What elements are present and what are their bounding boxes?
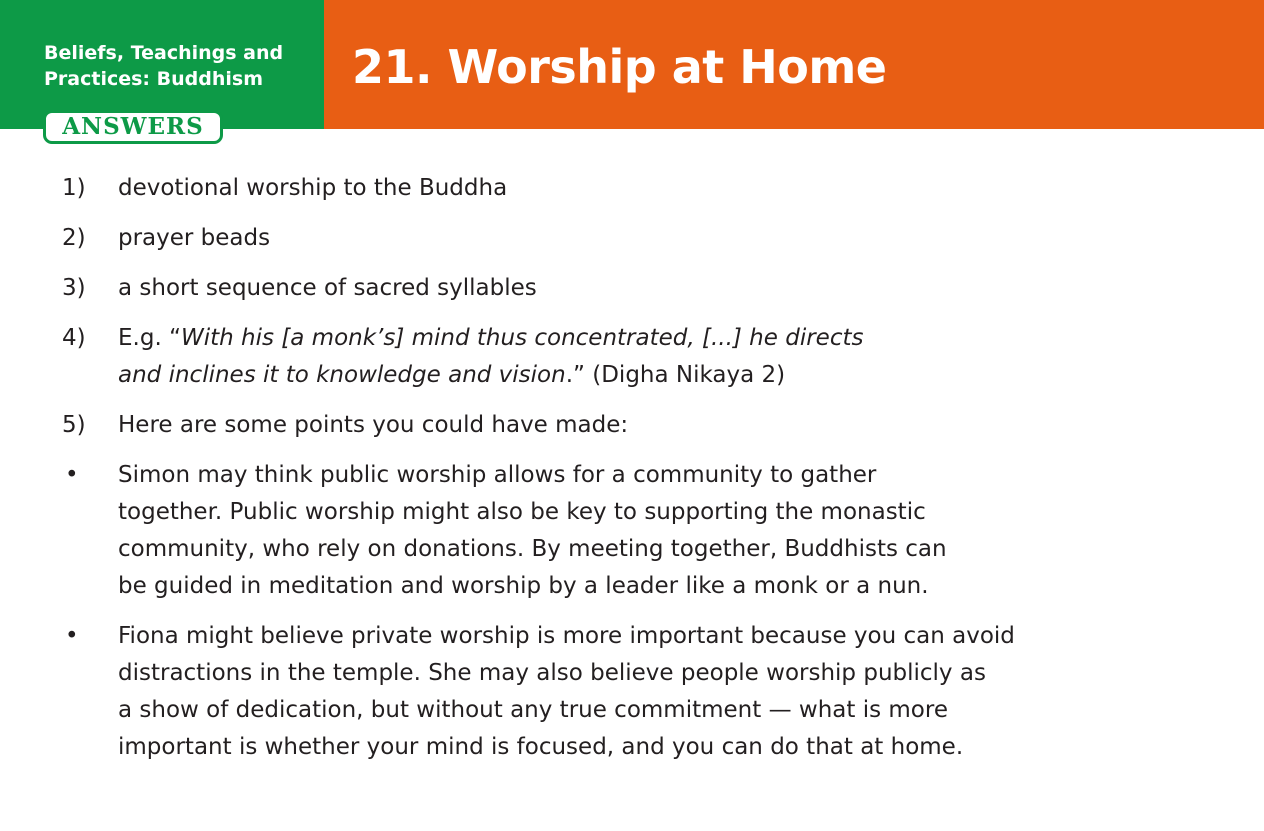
- bullet-line: a show of dedication, but without any true commitment — what is more: [118, 697, 948, 723]
- answer-item: [62, 320, 1122, 394]
- bullet-point: [62, 457, 1122, 605]
- quote-line: [118, 320, 1122, 357]
- answer-number: 2): [62, 225, 86, 251]
- answer-text: prayer beads: [118, 225, 271, 251]
- answer-number: 4): [62, 325, 86, 351]
- bullet-line: Simon may think public worship allows for a community to gather: [118, 462, 877, 488]
- answer-text: devotional worship to the Buddha: [118, 175, 508, 201]
- answers-badge: [43, 110, 223, 144]
- page-title: 21. Worship at Home: [352, 40, 887, 94]
- bullet-line: community, who rely on donations. By meeting together, Buddhists can: [118, 536, 947, 562]
- bullet-point: [62, 618, 1122, 766]
- bullet-line: together. Public worship might also be key to supporting the monastic: [118, 499, 926, 525]
- answer-item: [62, 220, 1122, 257]
- answer-item: [62, 407, 1122, 444]
- bullet-line: distractions in the temple. She may also believe people worship publicly as: [118, 660, 986, 686]
- bullet-line: be guided in meditation and worship by a leader like a monk or a nun.: [118, 573, 929, 599]
- quote-prefix: E.g. “: [118, 325, 181, 351]
- bullet-marker: •: [65, 623, 79, 649]
- answer-number: 1): [62, 175, 86, 201]
- answer-number: 3): [62, 275, 86, 301]
- quote-text: With his [a monk’s] mind thus concentrated, [...] he directs: [180, 325, 864, 351]
- answers-list: [62, 170, 1122, 779]
- answer-number: 5): [62, 412, 86, 438]
- bullet-line: Fiona might believe private worship is more important because you can avoid: [118, 623, 1015, 649]
- answer-item: [62, 170, 1122, 207]
- topic-line-2: Practices: Buddhism: [44, 68, 264, 90]
- bullet-line: important is whether your mind is focused, and you can do that at home.: [118, 734, 964, 760]
- quote-text: and inclines it to knowledge and vision: [118, 362, 566, 388]
- title-header: [324, 0, 1264, 129]
- bullet-marker: •: [65, 462, 79, 488]
- answer-text: Here are some points you could have made:: [118, 412, 629, 438]
- topic-label: [44, 40, 283, 92]
- answer-text: a short sequence of sacred syllables: [118, 275, 537, 301]
- quote-citation: .” (Digha Nikaya 2): [565, 362, 786, 388]
- answer-item: [62, 270, 1122, 307]
- topic-line-1: Beliefs, Teachings and: [44, 42, 284, 64]
- answers-badge-label: ANSWERS: [62, 113, 204, 140]
- quote-line: [118, 357, 1122, 394]
